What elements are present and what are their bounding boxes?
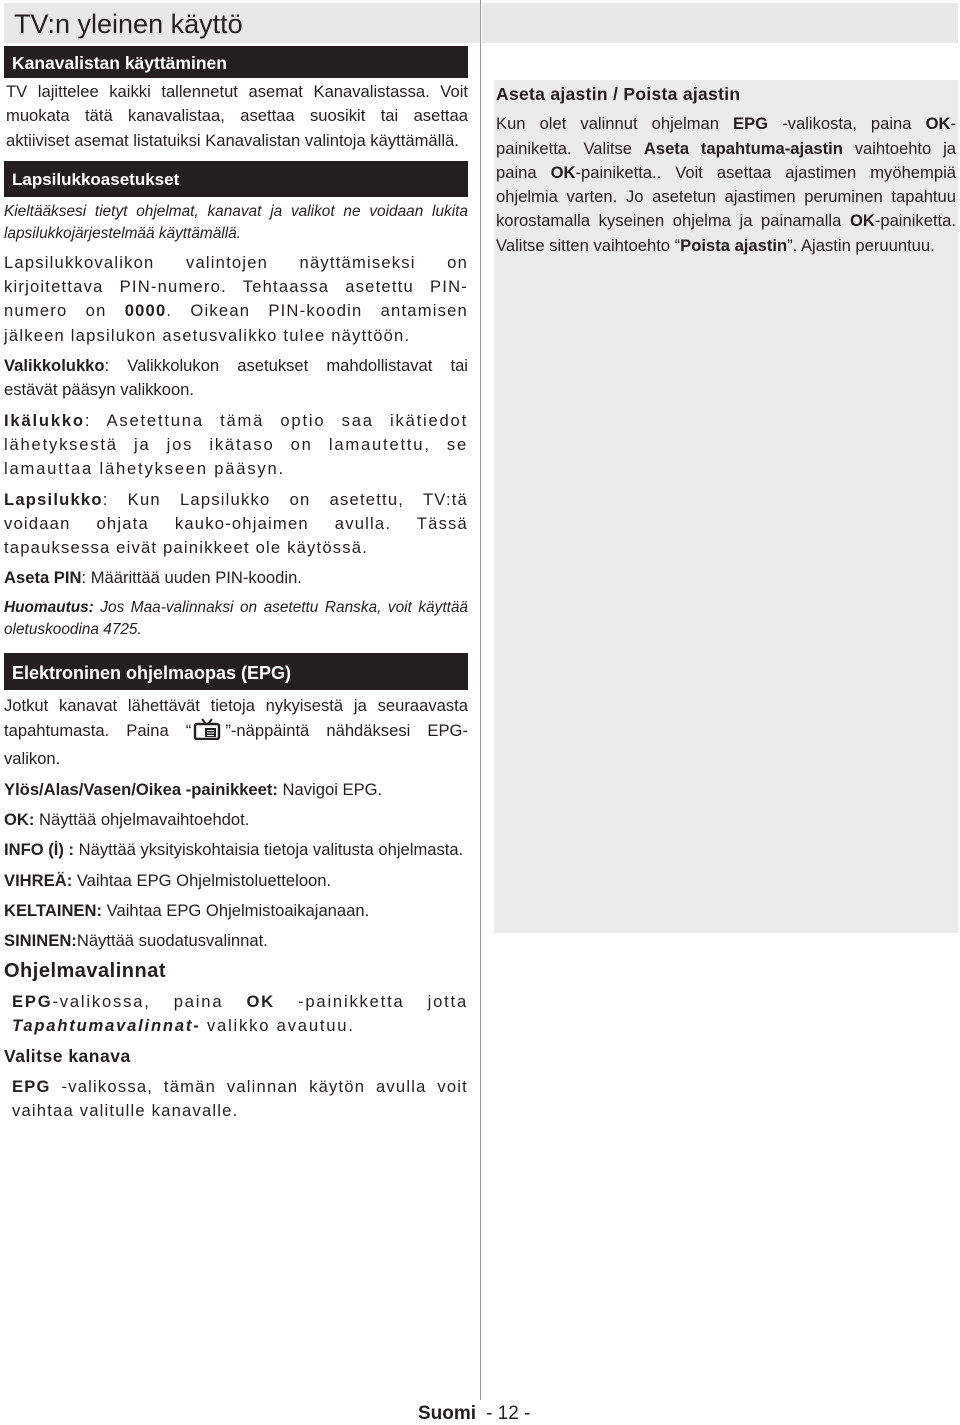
epg-intro [4,694,468,772]
title-bar-right [482,3,958,43]
epg-info-text: Näyttää yksityiskohtaisia tietoja valitusta ohjelmasta. [74,840,464,860]
child-lock-text: : Kun Lapsilukko on asetettu, TV:tä voidaan ohjata kauko-ohjaimen avulla. Tässä tapauksessa eivät painikkeet ole käytössä. [4,489,468,558]
epg-intro-2: ”-näppäintä nähdäksesi EPG-valikon. [4,721,468,769]
parental-intro: Kieltääksesi tietyt ohjelmat, kanavat ja valikot ne voidaan lukita lapsilukkojärjestelmää käyttämällä. [4,202,468,242]
timer-text-7: ”. Ajastin peruuntuu. [787,235,935,255]
program-options-ok: OK [246,991,275,1011]
epg-blue-label: SININEN: [4,931,77,951]
program-options-paragraph [4,990,468,1039]
pin-text-2: . Oikean PIN-koodin antamisen jälkeen lapsilukon asetusvalikko tulee näyttöön. [4,301,468,345]
age-lock-label: Ikälukko [4,410,85,430]
timer-option-delete: Poista ajastin [680,235,788,255]
channel-list-body: TV lajittelee kaikki tallennetut asemat Kanavalistassa. Voit muokata tätä kanavalistaa, asettaa suosikit tai asettaa aktiiviset asemat listatuiksi Kanavalistan valintoja käyttämällä. [6,82,468,150]
timer-text-5: -painiketta.. Voit asettaa ajastimen myöhempiä ohjelmia varten. Jo asetetun ajastimen peruminen tapahtuu korostamalla kyseinen ohjelma ja painamalla [496,162,957,231]
pin-text-1: Lapsilukkovalikon valintojen näyttämiseksi on kirjoitettava PIN-numero. Tehtaassa asetettu PIN-numero on [4,252,468,321]
timer-heading: Aseta ajastin / Poista ajastin [496,84,741,104]
pin-paragraph [4,251,468,348]
timer-text-4: vaihtoehto ja paina [496,138,956,182]
epg-yellow-paragraph [4,899,468,923]
timer-option-set: Aseta tapahtuma-ajastin [643,138,843,158]
child-lock-label: Lapsilukko [4,489,103,509]
epg-ok-text: Näyttää ohjelmavaihtoehdot. [34,809,250,829]
epg-ok-paragraph [4,808,468,832]
timer-text-3: -painiketta. Valitse [496,114,956,158]
age-lock-text: : Asetettuna tämä optio saa ikätiedot lähetyksestä ja jos ikätaso on lamautettu, se lamauttaa lähetykseen pääsyn. [4,410,468,479]
timer-text-2: -valikosta, paina [768,114,926,134]
epg-nav-paragraph [4,778,468,802]
epg-nav-text: Navigoi EPG. [277,779,383,799]
menu-lock-label: Valikkolukko [4,356,105,376]
page-footer [418,1403,530,1425]
program-options-text-3: valikko avautuu. [200,1016,355,1036]
program-options-epg: EPG [12,991,53,1011]
epg-guide-icon [193,718,223,747]
footer-page-number: - 12 - [486,1403,531,1424]
epg-blue-paragraph [4,929,468,953]
select-channel-text: -valikossa, tämän valinnan käytön avulla voit vaihtaa valitulle kanavalle. [12,1076,468,1120]
note-text: Jos Maa-valinnaksi on asetettu Ranska, voit käyttää oletuskoodina 4725. [4,598,468,638]
epg-green-paragraph [4,869,468,893]
menu-lock-paragraph [4,354,468,403]
set-pin-label: Aseta PIN [4,568,82,588]
epg-nav-label: Ylös/Alas/Vasen/Oikea -painikkeet: [4,779,278,799]
set-pin-text: : Määrittää uuden PIN-koodin. [81,568,302,588]
page-title: TV:n yleinen käyttö [14,9,243,39]
set-pin-paragraph [4,566,468,590]
right-column [494,46,956,264]
note-paragraph [4,597,468,641]
epg-yellow-label: KELTAINEN: [4,900,103,920]
timer-ok-3: OK [849,211,875,231]
timer-epg: EPG [733,114,769,134]
pin-value: 0000 [124,301,167,321]
timer-paragraph [494,112,956,258]
menu-lock-text: : Valikkolukon asetukset mahdollistavat tai estävät pääsyn valikkoon. [4,356,468,400]
parental-heading: Lapsilukkoasetukset [4,161,468,197]
epg-green-label: VIHREÄ: [4,870,73,890]
title-bar [4,3,481,43]
epg-info-label: INFO (İ) : [4,840,75,860]
age-lock-paragraph [4,409,468,482]
program-options-menu: Tapahtumavalinnat- [12,1016,201,1036]
timer-ok-2: OK [550,162,576,182]
column-divider [480,0,481,1400]
program-options-text-2: -painikketta jotta [274,991,468,1011]
program-options-text-1: -valikossa, paina [52,991,247,1011]
footer-language: Suomi [418,1403,477,1424]
select-channel-epg: EPG [12,1076,51,1096]
epg-ok-label: OK: [4,809,35,829]
channel-list-heading: Kanavalistan käyttäminen [4,46,468,78]
epg-green-text: Vaihtaa EPG Ohjelmistoluetteloon. [72,870,332,890]
epg-info-paragraph [4,838,468,862]
select-channel-heading: Valitse kanava [4,1046,131,1067]
program-options-heading: Ohjelmavalinnat [4,960,166,983]
epg-intro-1: Jotkut kanavat lähettävät tietoja nykyisestä ja seuraavasta tapahtumasta. Paina “ [4,695,468,741]
epg-blue-text: Näyttää suodatusvalinnat. [76,931,268,951]
child-lock-paragraph [4,488,468,561]
left-column [4,46,468,1129]
timer-ok-1: OK [925,114,951,134]
timer-text-6: -painiketta. Valitse sitten vaihtoehto “ [496,211,956,255]
select-channel-paragraph [4,1075,468,1124]
epg-heading: Elektroninen ohjelmaopas (EPG) [4,653,468,690]
epg-yellow-text: Vaihtaa EPG Ohjelmistoaikajanaan. [102,900,370,920]
timer-text-1: Kun olet valinnut ohjelman [496,114,734,134]
note-label: Huomautus: [4,598,94,616]
